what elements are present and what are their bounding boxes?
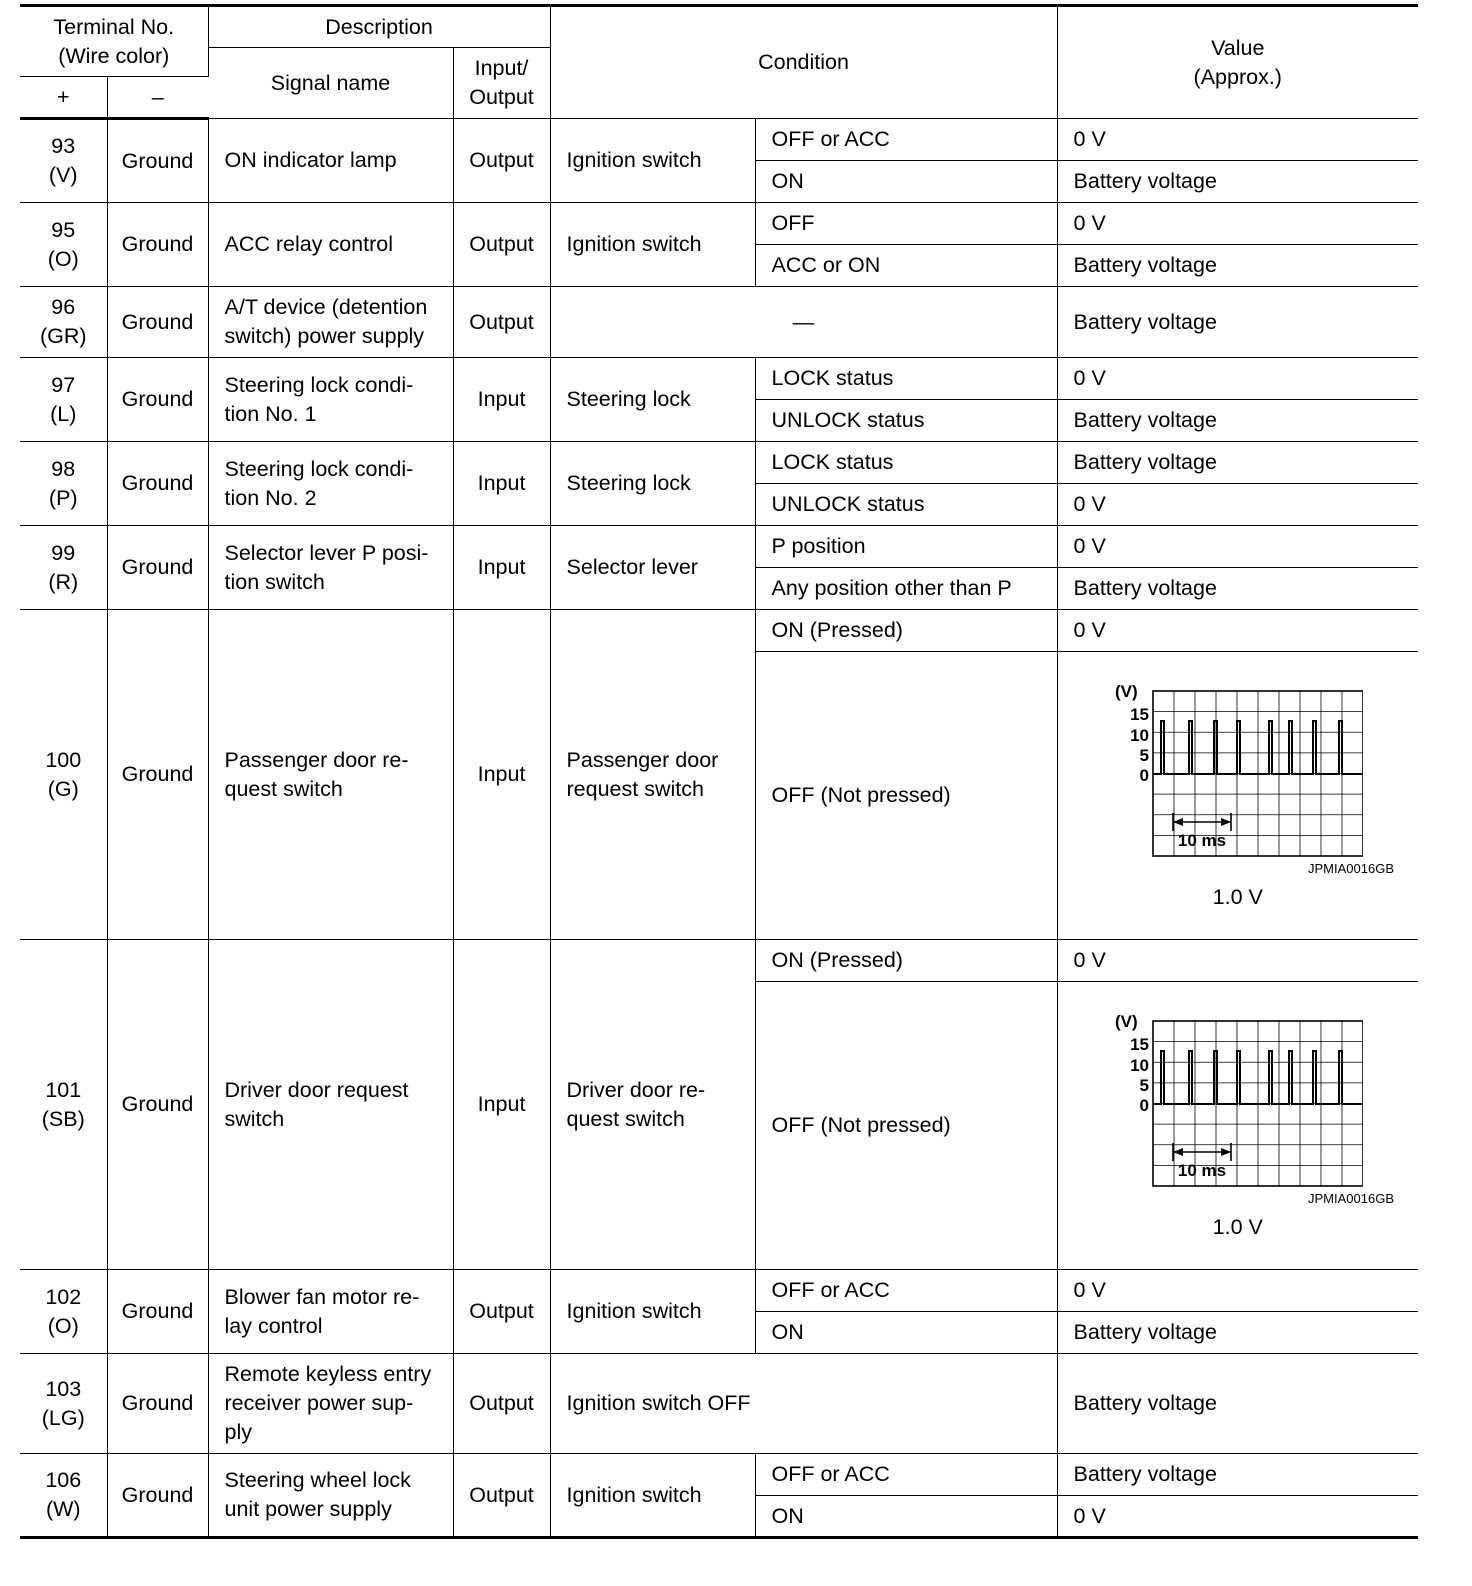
input-output: Output [453, 203, 550, 287]
signal-name-line: Selector lever P posi- [224, 540, 429, 565]
value-cell: Battery voltage [1057, 287, 1418, 358]
condition-state: UNLOCK status [755, 484, 1057, 526]
wire-color: (W) [45, 1497, 81, 1521]
table-row [20, 442, 1418, 484]
terminal-cell [20, 1454, 107, 1538]
oscilloscope-waveform [1113, 679, 1363, 857]
signal-name-line: lay control [224, 1313, 323, 1338]
condition-cell [550, 1270, 755, 1354]
condition-state: OFF [755, 203, 1057, 245]
period-label: 10 ms [1177, 1161, 1226, 1180]
minus-terminal: Ground [107, 442, 208, 526]
value-cell: Battery voltage [1057, 1454, 1418, 1496]
condition-state: OFF (Not pressed) [755, 982, 1057, 1270]
signal-name-line: receiver power sup- [224, 1391, 414, 1415]
signal-name-line: Passenger door re- [224, 747, 409, 772]
condition-line: Driver door re- [566, 1077, 706, 1102]
terminal-number: 99 [51, 540, 76, 565]
signal-name-line: ACC relay control [224, 232, 393, 256]
signal-name-line: Blower fan motor re- [224, 1284, 420, 1309]
value-cell: 0 V [1057, 610, 1418, 652]
terminal-number: 103 [45, 1376, 82, 1401]
period-label: 10 ms [1177, 831, 1226, 850]
scope-y-tick: 10 [1129, 726, 1149, 745]
value-header-line2: (Approx.) [1193, 64, 1282, 89]
condition-state: ON (Pressed) [755, 610, 1057, 652]
table-row [20, 1354, 1418, 1454]
table-row [20, 1454, 1418, 1496]
terminal-cell [20, 1270, 107, 1354]
minus-terminal: Ground [107, 1354, 208, 1454]
scope-y-tick: 10 [1129, 1056, 1149, 1075]
value-cell: Battery voltage [1057, 442, 1418, 484]
signal-name-cell [208, 287, 453, 358]
condition-text: Ignition switch [566, 1482, 702, 1507]
terminal-cell [20, 119, 107, 203]
condition-cell [550, 1454, 755, 1538]
input-output: Input [453, 526, 550, 610]
wire-color: (R) [48, 569, 79, 594]
condition-cell [550, 358, 755, 442]
condition-cell [550, 119, 755, 203]
condition-state: ON [755, 1496, 1057, 1538]
input-output: Output [453, 1454, 550, 1538]
terminal-cell [20, 526, 107, 610]
minus-terminal: Ground [107, 1454, 208, 1538]
table-row [20, 358, 1418, 400]
description-header: Description [208, 6, 550, 48]
table-body [20, 119, 1418, 1538]
terminal-cell [20, 203, 107, 287]
terminal-number: 93 [51, 134, 76, 158]
condition-state: OFF or ACC [755, 1454, 1057, 1496]
signal-name-cell [208, 442, 453, 526]
terminal-cell [20, 442, 107, 526]
input-output: Input [453, 610, 550, 940]
condition-cell [550, 526, 755, 610]
value-cell: 0 V [1057, 1496, 1418, 1538]
value-cell: Battery voltage [1057, 1312, 1418, 1354]
value-cell [1057, 652, 1418, 940]
value-cell: 0 V [1057, 1270, 1418, 1312]
minus-terminal: Ground [107, 203, 208, 287]
minus-terminal: Ground [107, 358, 208, 442]
oscilloscope-waveform [1113, 1009, 1363, 1187]
input-output: Output [453, 1270, 550, 1354]
condition-state: ON [755, 1312, 1057, 1354]
wire-color: (V) [48, 163, 78, 187]
condition-state: ON [755, 161, 1057, 203]
signal-name-line: ON indicator lamp [224, 148, 397, 172]
signal-name-line: Driver door request [224, 1077, 409, 1102]
signal-name-line: tion switch [224, 569, 325, 594]
value-cell: 0 V [1057, 119, 1418, 161]
terminal-cell [20, 1354, 107, 1454]
input-output: Input [453, 940, 550, 1270]
signal-name-line: A/T device (detention [224, 295, 428, 319]
value-cell: Battery voltage [1057, 1354, 1418, 1454]
table-row [20, 119, 1418, 161]
value-cell: 0 V [1057, 358, 1418, 400]
terminal-number: 97 [51, 372, 76, 397]
table-row [20, 610, 1418, 652]
condition-cell [550, 610, 755, 940]
signal-name-cell [208, 610, 453, 940]
condition-header: Condition [550, 6, 1057, 119]
input-output-header-line1: Input/ [474, 56, 529, 80]
minus-terminal: Ground [107, 940, 208, 1270]
signal-name-line: tion No. 1 [224, 401, 317, 426]
scope-figure [1074, 679, 1403, 912]
scope-unit-label: (V) [1114, 1012, 1138, 1031]
wire-color: (L) [50, 401, 77, 426]
value-cell: 0 V [1057, 526, 1418, 568]
signal-name-line: Steering lock condi- [224, 456, 414, 481]
table-row [20, 526, 1418, 568]
condition-state: Any position other than P [755, 568, 1057, 610]
minus-terminal: Ground [107, 526, 208, 610]
signal-name-line: Steering lock condi- [224, 372, 414, 397]
condition-state: LOCK status [755, 442, 1057, 484]
table-row [20, 287, 1418, 358]
value-cell: Battery voltage [1057, 400, 1418, 442]
condition-cell [550, 287, 1057, 358]
signal-name-cell [208, 526, 453, 610]
signal-name-header: Signal name [208, 48, 453, 119]
table-row [20, 1270, 1418, 1312]
signal-name-cell [208, 358, 453, 442]
signal-name-cell [208, 203, 453, 287]
scope-y-tick: 0 [1139, 1096, 1149, 1115]
wire-color: (GR) [39, 324, 87, 348]
input-output-header-line2: Output [469, 85, 534, 109]
terminal-no-header [20, 6, 208, 77]
wire-color: (P) [48, 485, 78, 510]
terminal-cell [20, 940, 107, 1270]
signal-name-cell [208, 119, 453, 203]
wire-color-header: (Wire color) [58, 43, 170, 68]
signal-name-cell [208, 1454, 453, 1538]
terminal-cell [20, 358, 107, 442]
scope-y-tick: 0 [1139, 766, 1149, 785]
value-header [1057, 6, 1418, 119]
condition-cell [550, 1354, 1057, 1454]
scope-y-tick: 5 [1139, 1076, 1149, 1095]
condition-line: request switch [566, 776, 704, 801]
value-cell: Battery voltage [1057, 568, 1418, 610]
input-output: Output [453, 119, 550, 203]
condition-state: OFF or ACC [755, 1270, 1057, 1312]
scope-y-tick: 5 [1139, 746, 1149, 765]
wire-color: (LG) [41, 1405, 85, 1430]
condition-cell [550, 203, 755, 287]
condition-state: P position [755, 526, 1057, 568]
signal-name-line: tion No. 2 [224, 485, 317, 510]
input-output-header [453, 48, 550, 119]
condition-line: quest switch [566, 1106, 685, 1131]
input-output: Output [453, 287, 550, 358]
condition-state: LOCK status [755, 358, 1057, 400]
terminal-number: 98 [51, 456, 76, 481]
input-output: Output [453, 1354, 550, 1454]
terminal-number: 96 [51, 295, 76, 319]
wire-color: (SB) [41, 1106, 85, 1131]
signal-name-line: switch) power supply [224, 324, 425, 348]
signal-name-line: quest switch [224, 776, 343, 801]
signal-name-line: switch [224, 1106, 285, 1131]
condition-text: — [792, 309, 815, 334]
condition-state: ACC or ON [755, 245, 1057, 287]
condition-text: Ignition switch [566, 1299, 702, 1323]
scope-y-tick: 15 [1129, 705, 1149, 724]
plus-terminal-header: + [20, 77, 107, 119]
value-header-line1: Value [1211, 35, 1265, 60]
figure-id: JPMIA0016GB [1308, 861, 1395, 876]
terminal-number: 95 [51, 217, 76, 242]
value-cell: 0 V [1057, 203, 1418, 245]
condition-state: OFF or ACC [755, 119, 1057, 161]
scope-value: 1.0 V [1212, 1215, 1263, 1239]
terminal-number: 100 [45, 747, 82, 772]
condition-text: Selector lever [566, 555, 698, 579]
signal-name-cell [208, 1270, 453, 1354]
signal-name-line: Remote keyless entry [224, 1362, 432, 1386]
condition-state: ON (Pressed) [755, 940, 1057, 982]
condition-line: Passenger door [566, 747, 719, 772]
value-cell: Battery voltage [1057, 245, 1418, 287]
scope-value: 1.0 V [1212, 885, 1263, 909]
value-cell [1057, 982, 1418, 1270]
signal-name-line: Steering wheel lock [224, 1468, 411, 1492]
input-output: Input [453, 358, 550, 442]
condition-cell [550, 442, 755, 526]
signal-name-line: ply [224, 1420, 252, 1444]
terminal-cell [20, 287, 107, 358]
scope-unit-label: (V) [1114, 682, 1138, 701]
table-row [20, 203, 1418, 245]
minus-terminal: Ground [107, 119, 208, 203]
condition-text: Ignition switch [566, 232, 702, 256]
terminal-no-header-line1: Terminal No. [53, 14, 175, 39]
value-cell: 0 V [1057, 484, 1418, 526]
minus-terminal: Ground [107, 1270, 208, 1354]
minus-terminal: Ground [107, 287, 208, 358]
signal-name-line: unit power supply [224, 1497, 392, 1521]
signal-name-cell [208, 1354, 453, 1454]
condition-text: Ignition switch OFF [566, 1391, 751, 1415]
condition-cell [550, 940, 755, 1270]
condition-state: UNLOCK status [755, 400, 1057, 442]
value-cell: 0 V [1057, 940, 1418, 982]
terminal-spec-table [20, 4, 1418, 1539]
terminal-number: 102 [45, 1284, 82, 1309]
figure-id: JPMIA0016GB [1308, 1191, 1395, 1206]
value-cell: Battery voltage [1057, 161, 1418, 203]
scope-y-tick: 15 [1129, 1035, 1149, 1054]
condition-text: Ignition switch [566, 148, 702, 172]
condition-text: Steering lock [566, 387, 691, 411]
scope-figure [1074, 1009, 1403, 1242]
terminal-number: 106 [45, 1468, 82, 1492]
terminal-cell [20, 610, 107, 940]
wire-color: (O) [47, 1313, 79, 1338]
input-output: Input [453, 442, 550, 526]
wire-color: (O) [47, 246, 79, 271]
table-row [20, 940, 1418, 982]
signal-name-cell [208, 940, 453, 1270]
condition-state: OFF (Not pressed) [755, 652, 1057, 940]
minus-terminal-header: – [107, 77, 208, 119]
terminal-number: 101 [45, 1077, 82, 1102]
condition-text: Steering lock [566, 471, 691, 495]
wire-color: (G) [47, 776, 79, 801]
minus-terminal: Ground [107, 610, 208, 940]
